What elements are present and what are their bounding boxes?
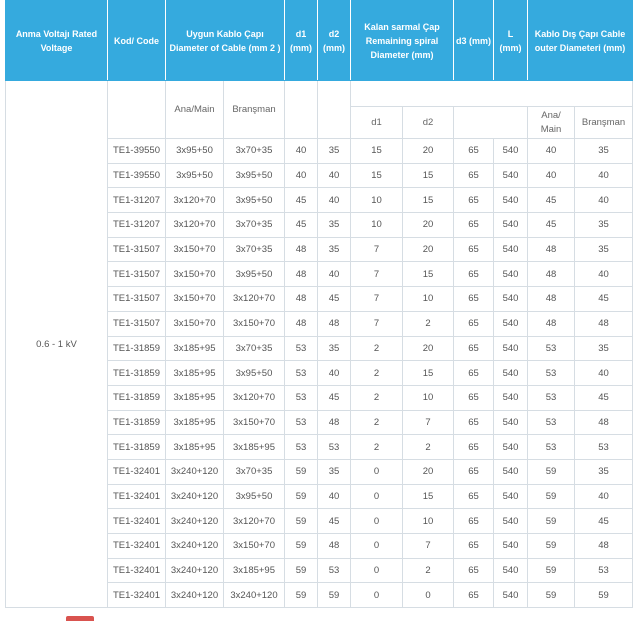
cell-d3: 65 xyxy=(454,139,494,164)
cell-length: 540 xyxy=(494,139,528,164)
cell-main: 3x185+95 xyxy=(166,336,224,361)
cell-code: TE1-32401 xyxy=(108,583,166,608)
cell-d3: 65 xyxy=(454,509,494,534)
cell-code: TE1-32401 xyxy=(108,459,166,484)
cell-branch: 3x95+50 xyxy=(224,484,285,509)
cell-branch: 3x95+50 xyxy=(224,188,285,213)
cell-code: TE1-31507 xyxy=(108,237,166,262)
cell-branch: 3x70+35 xyxy=(224,459,285,484)
cell-length: 540 xyxy=(494,311,528,336)
voltage-value: 0.6 - 1 kV xyxy=(6,81,108,608)
cell-code: TE1-32401 xyxy=(108,509,166,534)
cell-d2: 40 xyxy=(318,262,351,287)
cell-spiral-d2: 0 xyxy=(403,583,454,608)
cell-spiral-d1: 2 xyxy=(351,435,403,460)
cell-d2: 35 xyxy=(318,237,351,262)
cell-d2: 53 xyxy=(318,558,351,583)
cell-spiral-d1: 0 xyxy=(351,558,403,583)
cell-d2: 35 xyxy=(318,459,351,484)
cell-d1: 59 xyxy=(285,558,318,583)
subheader-outer-main: Ana/ Main xyxy=(528,107,575,139)
bottom-red-tab xyxy=(66,616,94,621)
cell-d1: 53 xyxy=(285,385,318,410)
cell-d1: 53 xyxy=(285,435,318,460)
d2-subheader-empty xyxy=(318,81,351,139)
cell-outer-branch: 45 xyxy=(575,287,633,312)
cell-d3: 65 xyxy=(454,213,494,238)
cell-spiral-d1: 7 xyxy=(351,262,403,287)
cell-spiral-d1: 0 xyxy=(351,509,403,534)
cell-main: 3x150+70 xyxy=(166,287,224,312)
cell-d2: 35 xyxy=(318,139,351,164)
cell-branch: 3x120+70 xyxy=(224,287,285,312)
header-d2: d2 (mm) xyxy=(318,1,351,81)
cell-spiral-d2: 7 xyxy=(403,410,454,435)
cell-spiral-d2: 15 xyxy=(403,188,454,213)
header-voltage: Anma Voltajı Rated Voltage xyxy=(6,1,108,81)
cell-length: 540 xyxy=(494,509,528,534)
cell-d1: 59 xyxy=(285,583,318,608)
cell-spiral-d1: 7 xyxy=(351,311,403,336)
cell-spiral-d2: 20 xyxy=(403,459,454,484)
cell-code: TE1-31859 xyxy=(108,410,166,435)
cell-spiral-d1: 10 xyxy=(351,213,403,238)
cell-outer-branch: 59 xyxy=(575,583,633,608)
cell-d1: 40 xyxy=(285,163,318,188)
cell-code: TE1-32401 xyxy=(108,534,166,559)
cell-outer-main: 48 xyxy=(528,237,575,262)
cell-d3: 65 xyxy=(454,163,494,188)
cell-code: TE1-31507 xyxy=(108,311,166,336)
cell-outer-main: 45 xyxy=(528,188,575,213)
cell-outer-branch: 40 xyxy=(575,188,633,213)
cell-outer-branch: 35 xyxy=(575,237,633,262)
cell-spiral-d1: 2 xyxy=(351,385,403,410)
code-subheader-empty xyxy=(108,81,166,139)
cell-d3: 65 xyxy=(454,558,494,583)
cell-d2: 40 xyxy=(318,163,351,188)
header-code: Kod/ Code xyxy=(108,1,166,81)
cell-length: 540 xyxy=(494,237,528,262)
cell-code: TE1-31859 xyxy=(108,361,166,386)
cell-d3: 65 xyxy=(454,435,494,460)
cell-d2: 40 xyxy=(318,361,351,386)
d1-subheader-empty xyxy=(285,81,318,139)
cell-length: 540 xyxy=(494,163,528,188)
cell-spiral-d1: 2 xyxy=(351,361,403,386)
cell-code: TE1-31207 xyxy=(108,213,166,238)
cell-main: 3x120+70 xyxy=(166,188,224,213)
header-remaining-spiral: Kalan sarmal Çap Remaining spiral Diameter (mm) xyxy=(351,1,454,81)
cell-outer-main: 59 xyxy=(528,534,575,559)
cell-outer-main: 53 xyxy=(528,435,575,460)
header-length: L (mm) xyxy=(494,1,528,81)
cell-spiral-d1: 7 xyxy=(351,237,403,262)
cell-spiral-d2: 20 xyxy=(403,139,454,164)
cell-d1: 59 xyxy=(285,459,318,484)
cell-main: 3x240+120 xyxy=(166,509,224,534)
cell-code: TE1-32401 xyxy=(108,484,166,509)
cell-outer-main: 48 xyxy=(528,311,575,336)
cell-outer-main: 40 xyxy=(528,163,575,188)
cell-main: 3x240+120 xyxy=(166,534,224,559)
cell-main: 3x240+120 xyxy=(166,583,224,608)
cell-spiral-d2: 15 xyxy=(403,361,454,386)
cell-d2: 45 xyxy=(318,509,351,534)
subheader-row-1 xyxy=(6,81,633,107)
cell-main: 3x240+120 xyxy=(166,459,224,484)
cell-d3: 65 xyxy=(454,410,494,435)
cell-d1: 59 xyxy=(285,534,318,559)
cell-length: 540 xyxy=(494,287,528,312)
cell-d3: 65 xyxy=(454,361,494,386)
cell-branch: 3x70+35 xyxy=(224,336,285,361)
cell-length: 540 xyxy=(494,410,528,435)
cell-d2: 48 xyxy=(318,410,351,435)
cell-d3: 65 xyxy=(454,534,494,559)
cell-branch: 3x70+35 xyxy=(224,139,285,164)
cell-d2: 35 xyxy=(318,213,351,238)
cell-code: TE1-31507 xyxy=(108,262,166,287)
cell-d1: 48 xyxy=(285,262,318,287)
cell-outer-main: 48 xyxy=(528,287,575,312)
cell-outer-branch: 48 xyxy=(575,410,633,435)
cell-outer-branch: 40 xyxy=(575,163,633,188)
cell-spiral-d2: 15 xyxy=(403,484,454,509)
cell-outer-branch: 35 xyxy=(575,459,633,484)
cell-length: 540 xyxy=(494,459,528,484)
cell-branch: 3x70+35 xyxy=(224,237,285,262)
cell-code: TE1-31859 xyxy=(108,385,166,410)
cell-d3: 65 xyxy=(454,385,494,410)
cell-d3: 65 xyxy=(454,336,494,361)
cell-spiral-d1: 10 xyxy=(351,188,403,213)
cell-spiral-d2: 2 xyxy=(403,435,454,460)
subheader-spiral-d1: d1 xyxy=(351,107,403,139)
cell-length: 540 xyxy=(494,534,528,559)
cell-d3: 65 xyxy=(454,459,494,484)
cell-spiral-d1: 0 xyxy=(351,459,403,484)
subheader-d3-l-empty xyxy=(454,107,528,139)
cell-main: 3x185+95 xyxy=(166,361,224,386)
subheader-spiral-d2: d2 xyxy=(403,107,454,139)
cell-branch: 3x95+50 xyxy=(224,361,285,386)
cell-d2: 45 xyxy=(318,385,351,410)
cell-outer-branch: 40 xyxy=(575,361,633,386)
cell-code: TE1-39550 xyxy=(108,163,166,188)
cell-d3: 65 xyxy=(454,188,494,213)
cell-branch: 3x95+50 xyxy=(224,262,285,287)
cell-d3: 65 xyxy=(454,237,494,262)
cell-code: TE1-31859 xyxy=(108,435,166,460)
cell-spiral-d1: 15 xyxy=(351,139,403,164)
cell-branch: 3x95+50 xyxy=(224,163,285,188)
cell-d2: 45 xyxy=(318,287,351,312)
cell-branch: 3x120+70 xyxy=(224,509,285,534)
cell-outer-branch: 53 xyxy=(575,558,633,583)
cell-d3: 65 xyxy=(454,583,494,608)
cell-d1: 48 xyxy=(285,287,318,312)
cell-length: 540 xyxy=(494,262,528,287)
cable-spec-table xyxy=(5,0,633,608)
cell-spiral-d1: 0 xyxy=(351,583,403,608)
cell-d1: 59 xyxy=(285,509,318,534)
cell-main: 3x185+95 xyxy=(166,435,224,460)
header-row xyxy=(6,1,633,81)
cell-d2: 48 xyxy=(318,534,351,559)
subheader-outer-branch: Branşman xyxy=(575,107,633,139)
cell-branch: 3x70+35 xyxy=(224,213,285,238)
cell-outer-branch: 35 xyxy=(575,139,633,164)
cell-outer-main: 53 xyxy=(528,410,575,435)
cell-d2: 40 xyxy=(318,188,351,213)
cell-d3: 65 xyxy=(454,287,494,312)
cell-branch: 3x185+95 xyxy=(224,435,285,460)
header-outer-diameter: Kablo Dış Çapı Cable outer Diameteri (mm) xyxy=(528,1,633,81)
cell-main: 3x240+120 xyxy=(166,484,224,509)
cell-length: 540 xyxy=(494,336,528,361)
cell-branch: 3x120+70 xyxy=(224,385,285,410)
cell-length: 540 xyxy=(494,583,528,608)
cell-d1: 53 xyxy=(285,410,318,435)
cell-main: 3x150+70 xyxy=(166,262,224,287)
cell-d2: 59 xyxy=(318,583,351,608)
cell-branch: 3x150+70 xyxy=(224,534,285,559)
header-cable-diameter: Uygun Kablo Çapı Diameter of Cable (mm 2 ) xyxy=(166,1,285,81)
cell-outer-main: 53 xyxy=(528,336,575,361)
subheader-top-empty xyxy=(351,81,633,107)
cell-length: 540 xyxy=(494,213,528,238)
cell-spiral-d1: 15 xyxy=(351,163,403,188)
cell-length: 540 xyxy=(494,558,528,583)
cell-outer-main: 59 xyxy=(528,558,575,583)
cell-spiral-d2: 20 xyxy=(403,237,454,262)
cell-code: TE1-31207 xyxy=(108,188,166,213)
cell-code: TE1-32401 xyxy=(108,558,166,583)
cell-outer-branch: 40 xyxy=(575,262,633,287)
cell-main: 3x185+95 xyxy=(166,385,224,410)
cell-length: 540 xyxy=(494,385,528,410)
cell-outer-main: 45 xyxy=(528,213,575,238)
cell-branch: 3x185+95 xyxy=(224,558,285,583)
cell-spiral-d2: 7 xyxy=(403,534,454,559)
cell-length: 540 xyxy=(494,435,528,460)
cell-outer-branch: 40 xyxy=(575,484,633,509)
cell-spiral-d1: 2 xyxy=(351,336,403,361)
cell-spiral-d1: 0 xyxy=(351,484,403,509)
cell-outer-branch: 45 xyxy=(575,509,633,534)
cell-spiral-d2: 10 xyxy=(403,509,454,534)
cell-outer-main: 53 xyxy=(528,385,575,410)
header-d3: d3 (mm) xyxy=(454,1,494,81)
header-d1: d1 (mm) xyxy=(285,1,318,81)
cell-outer-branch: 35 xyxy=(575,213,633,238)
cell-spiral-d1: 7 xyxy=(351,287,403,312)
cell-code: TE1-31859 xyxy=(108,336,166,361)
cell-d3: 65 xyxy=(454,311,494,336)
cell-d1: 48 xyxy=(285,237,318,262)
cell-main: 3x150+70 xyxy=(166,311,224,336)
cell-branch: 3x150+70 xyxy=(224,410,285,435)
cell-branch: 3x150+70 xyxy=(224,311,285,336)
cell-d1: 45 xyxy=(285,188,318,213)
cell-outer-branch: 48 xyxy=(575,311,633,336)
cell-spiral-d2: 15 xyxy=(403,163,454,188)
cell-d2: 53 xyxy=(318,435,351,460)
cell-spiral-d2: 2 xyxy=(403,558,454,583)
cell-code: TE1-39550 xyxy=(108,139,166,164)
subheader-branch: Branşman xyxy=(224,81,285,139)
cell-length: 540 xyxy=(494,188,528,213)
cell-d2: 35 xyxy=(318,336,351,361)
cell-outer-branch: 53 xyxy=(575,435,633,460)
cell-main: 3x185+95 xyxy=(166,410,224,435)
cell-outer-branch: 45 xyxy=(575,385,633,410)
cell-d1: 45 xyxy=(285,213,318,238)
cell-outer-branch: 35 xyxy=(575,336,633,361)
cell-main: 3x120+70 xyxy=(166,213,224,238)
cell-spiral-d1: 0 xyxy=(351,534,403,559)
cell-main: 3x150+70 xyxy=(166,237,224,262)
cell-d3: 65 xyxy=(454,484,494,509)
cell-d1: 53 xyxy=(285,361,318,386)
cell-spiral-d2: 20 xyxy=(403,213,454,238)
cell-branch: 3x240+120 xyxy=(224,583,285,608)
cell-d1: 48 xyxy=(285,311,318,336)
cell-d3: 65 xyxy=(454,262,494,287)
cell-outer-main: 48 xyxy=(528,262,575,287)
cell-outer-main: 40 xyxy=(528,139,575,164)
cell-main: 3x240+120 xyxy=(166,558,224,583)
cell-spiral-d2: 2 xyxy=(403,311,454,336)
cell-d1: 53 xyxy=(285,336,318,361)
cell-spiral-d2: 15 xyxy=(403,262,454,287)
cell-outer-main: 53 xyxy=(528,361,575,386)
cell-d1: 59 xyxy=(285,484,318,509)
cell-outer-branch: 48 xyxy=(575,534,633,559)
cell-d2: 40 xyxy=(318,484,351,509)
cell-outer-main: 59 xyxy=(528,459,575,484)
cell-code: TE1-31507 xyxy=(108,287,166,312)
cell-spiral-d2: 10 xyxy=(403,287,454,312)
cell-outer-main: 59 xyxy=(528,583,575,608)
cell-length: 540 xyxy=(494,484,528,509)
cell-spiral-d1: 2 xyxy=(351,410,403,435)
subheader-main: Ana/Main xyxy=(166,81,224,139)
cell-d2: 48 xyxy=(318,311,351,336)
cell-main: 3x95+50 xyxy=(166,163,224,188)
cell-spiral-d2: 20 xyxy=(403,336,454,361)
cell-main: 3x95+50 xyxy=(166,139,224,164)
cell-d1: 40 xyxy=(285,139,318,164)
cell-spiral-d2: 10 xyxy=(403,385,454,410)
cell-outer-main: 59 xyxy=(528,509,575,534)
cell-length: 540 xyxy=(494,361,528,386)
cell-outer-main: 59 xyxy=(528,484,575,509)
